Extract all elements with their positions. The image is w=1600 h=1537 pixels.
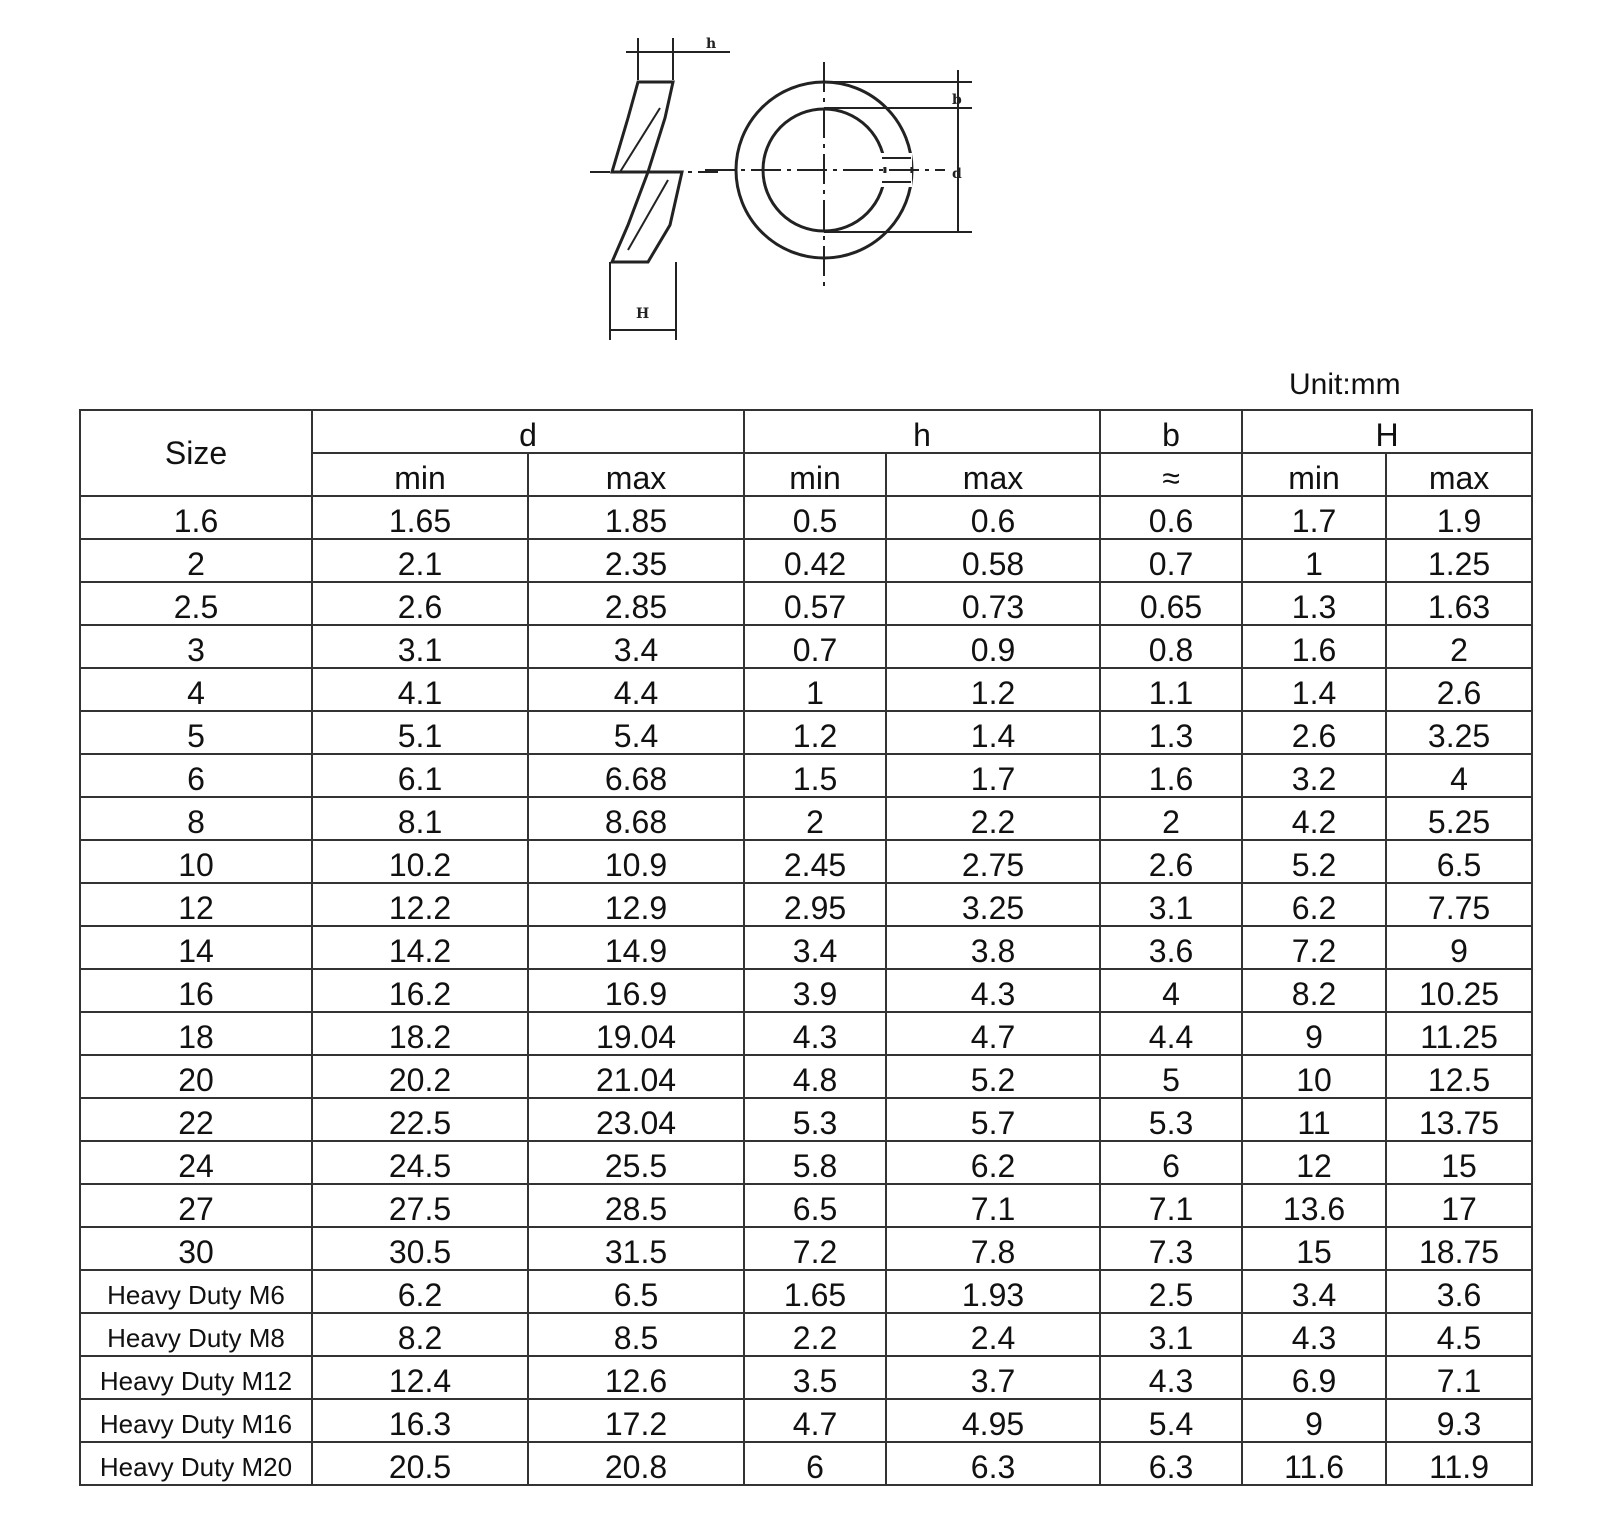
header-h: h — [744, 410, 1100, 453]
dim-label-b: b — [952, 92, 962, 108]
cell-size: 12 — [80, 883, 312, 926]
cell-H-min: 10 — [1242, 1055, 1386, 1098]
cell-size: 5 — [80, 711, 312, 754]
table-row — [80, 582, 1532, 625]
cell-d-max: 14.9 — [528, 926, 744, 969]
cell-d-min: 3.1 — [312, 625, 528, 668]
cell-H-min: 4.3 — [1242, 1313, 1386, 1356]
cell-h-min: 4.3 — [744, 1012, 886, 1055]
table-body — [80, 496, 1532, 1485]
cell-H-max: 3.6 — [1386, 1270, 1532, 1313]
cell-d-max: 20.8 — [528, 1442, 744, 1485]
cell-H-max: 18.75 — [1386, 1227, 1532, 1270]
cell-size: 18 — [80, 1012, 312, 1055]
cell-H-min: 9 — [1242, 1399, 1386, 1442]
cell-d-min: 27.5 — [312, 1184, 528, 1227]
cell-b-approx: 0.8 — [1100, 625, 1242, 668]
cell-d-min: 6.1 — [312, 754, 528, 797]
table-row — [80, 883, 1532, 926]
cell-H-min: 11.6 — [1242, 1442, 1386, 1485]
spring-washer-drawing — [0, 0, 1600, 360]
cell-h-min: 6.5 — [744, 1184, 886, 1227]
cell-d-max: 3.4 — [528, 625, 744, 668]
cell-h-min: 3.9 — [744, 969, 886, 1012]
cell-h-max: 4.95 — [886, 1399, 1100, 1442]
cell-size: 30 — [80, 1227, 312, 1270]
cell-b-approx: 1.6 — [1100, 754, 1242, 797]
cell-size: 22 — [80, 1098, 312, 1141]
cell-h-min: 3.4 — [744, 926, 886, 969]
cell-b-approx: 7.3 — [1100, 1227, 1242, 1270]
cell-d-min: 12.4 — [312, 1356, 528, 1399]
cell-H-max: 9.3 — [1386, 1399, 1532, 1442]
cell-h-max: 6.2 — [886, 1141, 1100, 1184]
header-d: d — [312, 410, 744, 453]
cell-H-max: 15 — [1386, 1141, 1532, 1184]
cell-d-max: 5.4 — [528, 711, 744, 754]
cell-H-min: 11 — [1242, 1098, 1386, 1141]
cell-h-min: 2.2 — [744, 1313, 886, 1356]
cell-d-min: 16.3 — [312, 1399, 528, 1442]
table-row — [80, 840, 1532, 883]
cell-H-max: 5.25 — [1386, 797, 1532, 840]
cell-H-min: 1.6 — [1242, 625, 1386, 668]
cell-d-min: 20.5 — [312, 1442, 528, 1485]
cell-H-max: 1.63 — [1386, 582, 1532, 625]
cell-d-max: 19.04 — [528, 1012, 744, 1055]
cell-h-max: 1.93 — [886, 1270, 1100, 1313]
cell-h-min: 0.5 — [744, 496, 886, 539]
cell-H-min: 8.2 — [1242, 969, 1386, 1012]
cell-H-min: 13.6 — [1242, 1184, 1386, 1227]
cell-b-approx: 2.5 — [1100, 1270, 1242, 1313]
subheader-d-min: min — [312, 453, 528, 496]
cell-b-approx: 0.6 — [1100, 496, 1242, 539]
header-row-groups — [80, 410, 1532, 453]
unit-label: Unit:mm — [1289, 368, 1401, 401]
cell-b-approx: 5.4 — [1100, 1399, 1242, 1442]
table-row — [80, 926, 1532, 969]
cell-size: Heavy Duty M6 — [80, 1270, 312, 1313]
cell-size: Heavy Duty M8 — [80, 1313, 312, 1356]
table-row — [80, 1270, 1532, 1313]
cell-d-max: 8.5 — [528, 1313, 744, 1356]
subheader-d-max: max — [528, 453, 744, 496]
cell-d-max: 8.68 — [528, 797, 744, 840]
cell-d-min: 10.2 — [312, 840, 528, 883]
cell-size: 20 — [80, 1055, 312, 1098]
cell-d-min: 2.6 — [312, 582, 528, 625]
cell-H-min: 1 — [1242, 539, 1386, 582]
cell-H-max: 2.6 — [1386, 668, 1532, 711]
cell-d-min: 5.1 — [312, 711, 528, 754]
cell-b-approx: 3.6 — [1100, 926, 1242, 969]
cell-h-max: 2.75 — [886, 840, 1100, 883]
cell-d-max: 6.68 — [528, 754, 744, 797]
cell-h-min: 0.7 — [744, 625, 886, 668]
cell-d-min: 24.5 — [312, 1141, 528, 1184]
cell-d-max: 2.35 — [528, 539, 744, 582]
cell-H-max: 17 — [1386, 1184, 1532, 1227]
cell-b-approx: 4.4 — [1100, 1012, 1242, 1055]
cell-H-min: 6.9 — [1242, 1356, 1386, 1399]
subheader-H-min: min — [1242, 453, 1386, 496]
dim-label-h: h — [706, 36, 717, 52]
subheader-h-min: min — [744, 453, 886, 496]
cell-h-min: 1.5 — [744, 754, 886, 797]
subheader-b-approx: ≈ — [1100, 453, 1242, 496]
cell-h-max: 5.7 — [886, 1098, 1100, 1141]
table-row — [80, 1227, 1532, 1270]
cell-H-max: 12.5 — [1386, 1055, 1532, 1098]
cell-h-max: 7.1 — [886, 1184, 1100, 1227]
cell-H-min: 5.2 — [1242, 840, 1386, 883]
cell-b-approx: 6.3 — [1100, 1442, 1242, 1485]
cell-size: Heavy Duty M16 — [80, 1399, 312, 1442]
cell-size: 4 — [80, 668, 312, 711]
cell-b-approx: 7.1 — [1100, 1184, 1242, 1227]
table-row — [80, 1442, 1532, 1485]
cell-b-approx: 6 — [1100, 1141, 1242, 1184]
cell-d-min: 14.2 — [312, 926, 528, 969]
cell-H-max: 1.25 — [1386, 539, 1532, 582]
cell-H-max: 11.25 — [1386, 1012, 1532, 1055]
subheader-H-max: max — [1386, 453, 1532, 496]
cell-H-max: 4 — [1386, 754, 1532, 797]
cell-h-max: 1.7 — [886, 754, 1100, 797]
cell-H-max: 7.1 — [1386, 1356, 1532, 1399]
table-row — [80, 711, 1532, 754]
cell-h-max: 3.8 — [886, 926, 1100, 969]
spring-washer-spec-table — [79, 409, 1533, 1486]
cell-h-min: 1.65 — [744, 1270, 886, 1313]
cell-h-max: 1.2 — [886, 668, 1100, 711]
top-view — [705, 62, 972, 290]
cell-H-max: 7.75 — [1386, 883, 1532, 926]
cell-h-min: 1 — [744, 668, 886, 711]
cell-d-max: 31.5 — [528, 1227, 744, 1270]
cell-size: 2 — [80, 539, 312, 582]
cell-size: Heavy Duty M12 — [80, 1356, 312, 1399]
cell-d-min: 2.1 — [312, 539, 528, 582]
cell-b-approx: 4 — [1100, 969, 1242, 1012]
cell-d-min: 30.5 — [312, 1227, 528, 1270]
cell-d-max: 17.2 — [528, 1399, 744, 1442]
dim-label-H: H — [636, 306, 650, 322]
table-row — [80, 1184, 1532, 1227]
cell-H-max: 4.5 — [1386, 1313, 1532, 1356]
header-H: H — [1242, 410, 1532, 453]
cell-d-min: 20.2 — [312, 1055, 528, 1098]
cell-d-min: 1.65 — [312, 496, 528, 539]
header-b: b — [1100, 410, 1242, 453]
cell-H-max: 10.25 — [1386, 969, 1532, 1012]
table-row — [80, 969, 1532, 1012]
cell-H-min: 2.6 — [1242, 711, 1386, 754]
cell-d-min: 4.1 — [312, 668, 528, 711]
cell-size: 27 — [80, 1184, 312, 1227]
cell-h-min: 5.3 — [744, 1098, 886, 1141]
cell-H-max: 3.25 — [1386, 711, 1532, 754]
cell-h-min: 0.57 — [744, 582, 886, 625]
cell-H-min: 1.4 — [1242, 668, 1386, 711]
cell-H-max: 6.5 — [1386, 840, 1532, 883]
cell-h-max: 3.7 — [886, 1356, 1100, 1399]
cell-b-approx: 0.7 — [1100, 539, 1242, 582]
table-row — [80, 496, 1532, 539]
cell-H-min: 12 — [1242, 1141, 1386, 1184]
cell-size: Heavy Duty M20 — [80, 1442, 312, 1485]
cell-H-max: 11.9 — [1386, 1442, 1532, 1485]
cell-h-min: 4.7 — [744, 1399, 886, 1442]
cell-d-max: 28.5 — [528, 1184, 744, 1227]
table-row — [80, 1098, 1532, 1141]
cell-d-max: 16.9 — [528, 969, 744, 1012]
table-row — [80, 1141, 1532, 1184]
cell-h-min: 3.5 — [744, 1356, 886, 1399]
table-row — [80, 797, 1532, 840]
cell-b-approx: 4.3 — [1100, 1356, 1242, 1399]
table-row — [80, 668, 1532, 711]
table-row — [80, 1399, 1532, 1442]
table-row — [80, 625, 1532, 668]
cell-H-min: 1.7 — [1242, 496, 1386, 539]
cell-d-max: 2.85 — [528, 582, 744, 625]
cell-h-max: 4.7 — [886, 1012, 1100, 1055]
cell-size: 8 — [80, 797, 312, 840]
cell-h-min: 1.2 — [744, 711, 886, 754]
cell-size: 16 — [80, 969, 312, 1012]
cell-H-min: 1.3 — [1242, 582, 1386, 625]
dim-label-d: d — [952, 166, 962, 182]
cell-h-min: 7.2 — [744, 1227, 886, 1270]
table-row — [80, 539, 1532, 582]
cell-d-max: 4.4 — [528, 668, 744, 711]
cell-h-max: 6.3 — [886, 1442, 1100, 1485]
cell-d-min: 16.2 — [312, 969, 528, 1012]
cell-h-max: 2.4 — [886, 1313, 1100, 1356]
cell-b-approx: 2.6 — [1100, 840, 1242, 883]
cell-d-min: 8.1 — [312, 797, 528, 840]
cell-b-approx: 0.65 — [1100, 582, 1242, 625]
side-view — [590, 38, 730, 340]
cell-h-min: 0.42 — [744, 539, 886, 582]
cell-h-max: 0.6 — [886, 496, 1100, 539]
cell-h-max: 1.4 — [886, 711, 1100, 754]
cell-H-min: 4.2 — [1242, 797, 1386, 840]
cell-H-min: 15 — [1242, 1227, 1386, 1270]
cell-h-max: 2.2 — [886, 797, 1100, 840]
cell-d-max: 1.85 — [528, 496, 744, 539]
cell-h-max: 4.3 — [886, 969, 1100, 1012]
table-row — [80, 754, 1532, 797]
subheader-h-max: max — [886, 453, 1100, 496]
cell-size: 14 — [80, 926, 312, 969]
cell-size: 1.6 — [80, 496, 312, 539]
cell-size: 3 — [80, 625, 312, 668]
cell-H-min: 6.2 — [1242, 883, 1386, 926]
cell-h-min: 4.8 — [744, 1055, 886, 1098]
cell-size: 2.5 — [80, 582, 312, 625]
table-row — [80, 1313, 1532, 1356]
cell-d-max: 12.6 — [528, 1356, 744, 1399]
cell-h-max: 7.8 — [886, 1227, 1100, 1270]
cell-H-min: 9 — [1242, 1012, 1386, 1055]
table-row — [80, 1356, 1532, 1399]
cell-size: 6 — [80, 754, 312, 797]
cell-H-min: 7.2 — [1242, 926, 1386, 969]
cell-d-min: 8.2 — [312, 1313, 528, 1356]
cell-d-min: 6.2 — [312, 1270, 528, 1313]
cell-d-min: 12.2 — [312, 883, 528, 926]
cell-H-min: 3.2 — [1242, 754, 1386, 797]
cell-b-approx: 5 — [1100, 1055, 1242, 1098]
cell-size: 10 — [80, 840, 312, 883]
cell-h-max: 0.73 — [886, 582, 1100, 625]
cell-b-approx: 1.1 — [1100, 668, 1242, 711]
cell-size: 24 — [80, 1141, 312, 1184]
cell-H-max: 9 — [1386, 926, 1532, 969]
table-row — [80, 1012, 1532, 1055]
cell-h-min: 2.95 — [744, 883, 886, 926]
cell-H-max: 2 — [1386, 625, 1532, 668]
cell-h-max: 0.9 — [886, 625, 1100, 668]
cell-h-min: 6 — [744, 1442, 886, 1485]
cell-d-max: 25.5 — [528, 1141, 744, 1184]
cell-d-min: 22.5 — [312, 1098, 528, 1141]
cell-H-min: 3.4 — [1242, 1270, 1386, 1313]
cell-d-max: 6.5 — [528, 1270, 744, 1313]
cell-h-max: 0.58 — [886, 539, 1100, 582]
cell-d-max: 10.9 — [528, 840, 744, 883]
cell-h-max: 3.25 — [886, 883, 1100, 926]
cell-d-max: 21.04 — [528, 1055, 744, 1098]
cell-d-min: 18.2 — [312, 1012, 528, 1055]
cell-b-approx: 2 — [1100, 797, 1242, 840]
cell-h-max: 5.2 — [886, 1055, 1100, 1098]
cell-h-min: 2.45 — [744, 840, 886, 883]
cell-b-approx: 1.3 — [1100, 711, 1242, 754]
cell-h-min: 5.8 — [744, 1141, 886, 1184]
cell-d-max: 23.04 — [528, 1098, 744, 1141]
table-row — [80, 1055, 1532, 1098]
cell-b-approx: 5.3 — [1100, 1098, 1242, 1141]
cell-b-approx: 3.1 — [1100, 1313, 1242, 1356]
cell-h-min: 2 — [744, 797, 886, 840]
cell-H-max: 1.9 — [1386, 496, 1532, 539]
header-size: Size — [80, 410, 312, 496]
cell-H-max: 13.75 — [1386, 1098, 1532, 1141]
cell-b-approx: 3.1 — [1100, 883, 1242, 926]
cell-d-max: 12.9 — [528, 883, 744, 926]
